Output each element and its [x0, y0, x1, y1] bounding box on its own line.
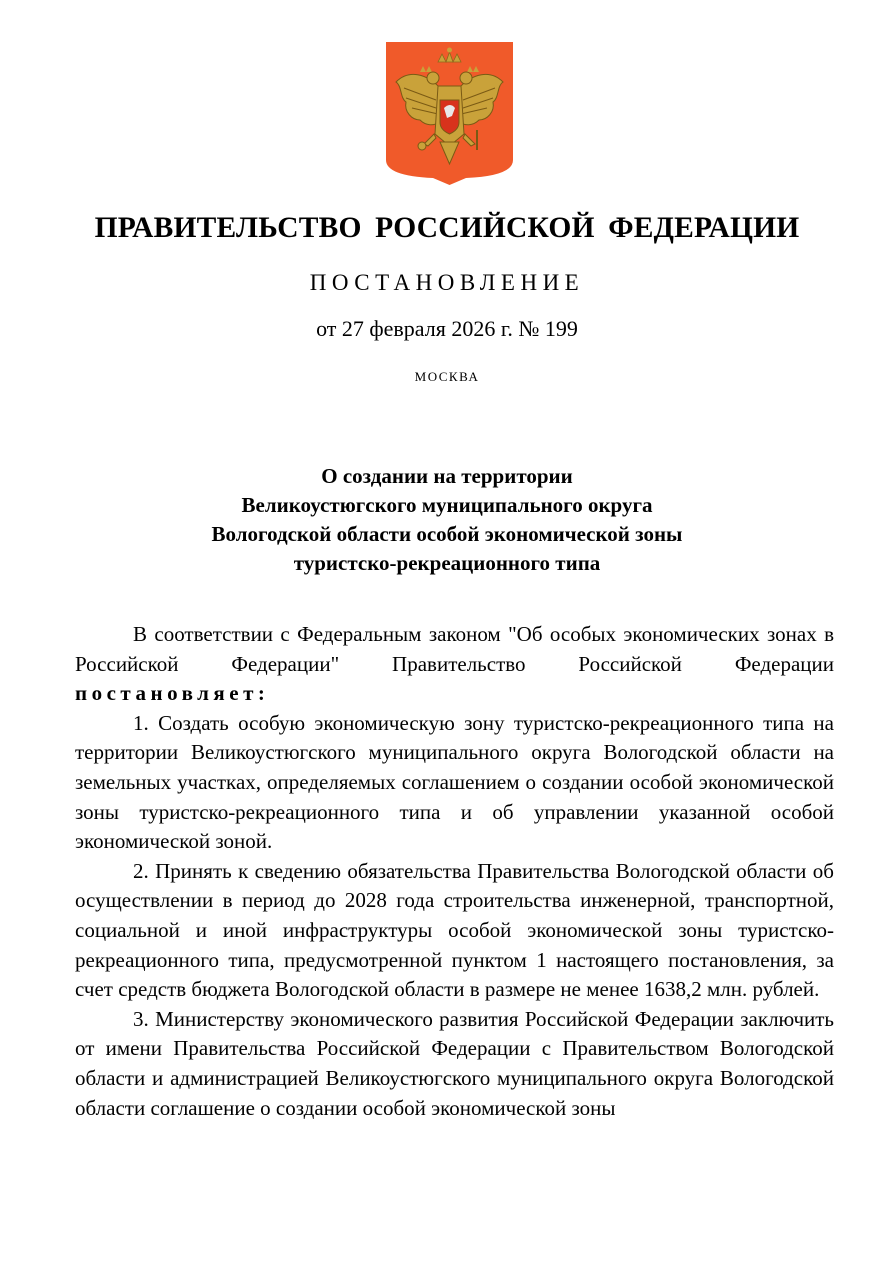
item-paragraph-3: 3. Министерству экономического развития Российской Федерации заключить от имени Правительства Российской Федерации с Правительством Вологодской области и администрацией Великоустюгского муниципального округа Вологодской области соглашение о создании особой экономической зоны: [75, 1006, 834, 1120]
coat-of-arms-icon: [386, 42, 513, 185]
government-title: ПРАВИТЕЛЬСТВО РОССИЙСКОЙ ФЕДЕРАЦИИ: [94, 212, 800, 244]
document-city: МОСКВА: [414, 369, 480, 384]
item-paragraph-1: 1. Создать особую экономическую зону туристско-рекреационного типа на территории Великоустюгского муниципального округа Вологодской области на земельных участках, определяемых соглашением о создании особой экономической зоны туристско-рекреационного типа и об управлении указанной особой экономической зоной.: [75, 710, 834, 854]
document-subject: [0, 462, 894, 578]
subject-line: О создании на территории: [321, 464, 573, 488]
preamble-text: В соответствии с Федеральным законом "Об особых экономических зонах в Российской Федерации" Правительство Российской Федерации: [75, 622, 834, 676]
document-body: [75, 620, 834, 1123]
resolution-verb: постановляет:: [75, 681, 270, 706]
subject-line: туристско-рекреационного типа: [293, 551, 601, 575]
preamble-paragraph: [75, 620, 834, 709]
document-type: ПОСТАНОВЛЕНИЕ: [309, 270, 585, 295]
item-paragraph-2: 2. Принять к сведению обязательства Правительства Вологодской области об осуществлении в период до 2028 года строительства инженерной, транспортной, социальной и иной инфраструктуры особой экономической зоны туристско-рекреационного типа, предусмотренной пунктом 1 настоящего постановления, за счет средств бюджета Вологодской области в размере не менее 1638,2 млн. рублей.: [75, 858, 834, 1002]
document-date-number: от 27 февраля 2026 г. № 199: [316, 316, 578, 341]
subject-line: Великоустюгского муниципального округа: [241, 493, 653, 517]
subject-line: Вологодской области особой экономической зоны: [211, 522, 683, 546]
